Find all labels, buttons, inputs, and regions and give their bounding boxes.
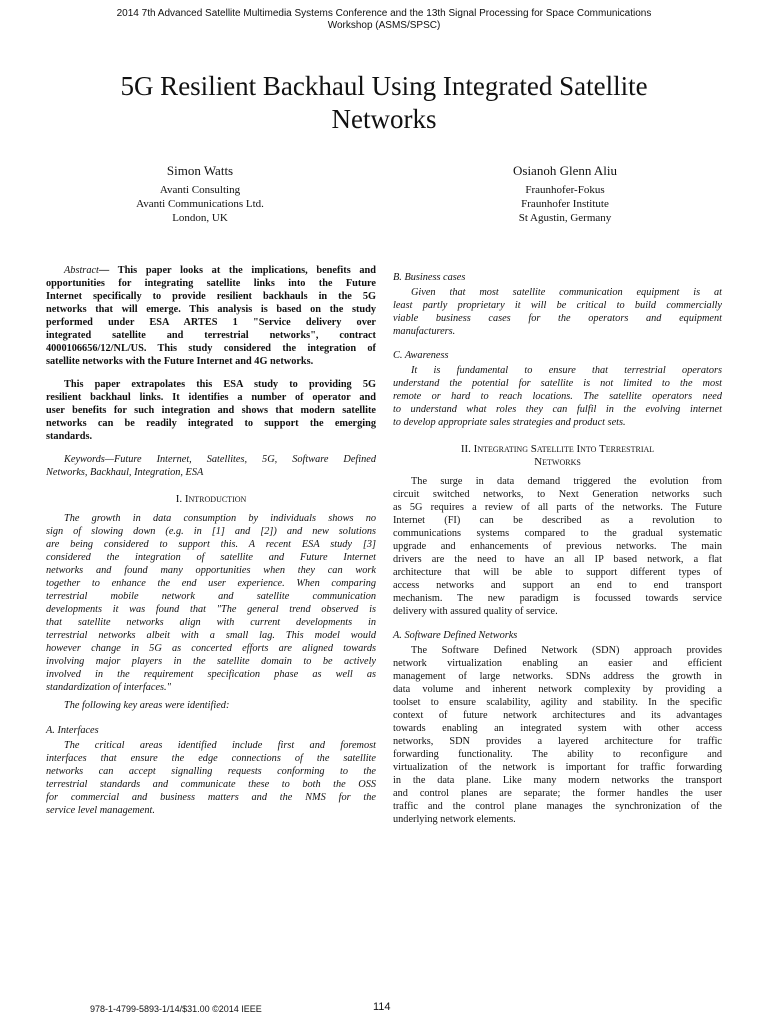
subsection-heading-awareness: C. Awareness	[393, 350, 449, 361]
body-line: together to enhance the end user experience. When comparing	[46, 578, 376, 589]
body-line: least partly proprietary it will be critical to build commercially	[393, 300, 722, 311]
abstract-line: user benefits for such integration and shows that modern satellite	[46, 405, 376, 416]
body-line: context of future network architectures and its advantages	[393, 710, 722, 721]
body-line: that satellite networks align with current developments in	[46, 617, 376, 628]
body-line: as 5G requires a review of all parts of the networks. The Future	[393, 502, 722, 513]
integration-paragraph	[393, 475, 722, 618]
body-line: manufacturers.	[393, 326, 456, 337]
body-line: terrestrial networks albeit with a small lag. This model would	[46, 630, 376, 641]
section-heading-line: Networks	[534, 456, 581, 468]
body-line: networks and found many opportunities when they can work	[46, 565, 376, 576]
keywords-line: Keywords—Future Internet, Satellites, 5G, Software Defined	[64, 454, 376, 465]
page-number: 114	[373, 1001, 391, 1013]
abstract-label: Abstract	[64, 265, 99, 276]
author-affiliation: St Agustin, Germany	[518, 212, 612, 224]
interfaces-paragraph	[46, 739, 376, 817]
body-line: for commercial and business matters and the NMS for the	[46, 792, 376, 803]
body-line: The following key areas were identified:	[64, 700, 230, 711]
body-line: and control planes are separate; the former handles the user	[393, 788, 722, 799]
title-line-2: Networks	[331, 104, 437, 134]
body-line: underlying network elements.	[393, 814, 516, 825]
body-line: in the data plane. Like many modern networks the transport	[393, 775, 722, 786]
body-line: considered the integration of satellite and Future Internet	[46, 552, 376, 563]
abstract-line: opportunities for integrating satellite links into the Future	[46, 278, 376, 289]
sdn-paragraph	[393, 644, 722, 826]
abstract-para-2	[46, 378, 376, 443]
section-heading-integrating	[393, 443, 722, 469]
body-line: mechanism. The new paradigm is focussed towards service	[393, 593, 722, 604]
abstract-line: networks can be readily integrated to support the emerging	[46, 418, 376, 429]
body-line: forwarding functionality. The ability to reconfigure and	[393, 749, 722, 760]
conference-line-2: Workshop (ASMS/SPSC)	[327, 20, 441, 31]
author-affiliation: Fraunhofer Institute	[521, 198, 609, 210]
abstract-line: performed under ESA ARTES 1 "Service delivery over	[46, 317, 376, 328]
author-block-1	[70, 163, 330, 225]
section-heading-line: II. Integrating Satellite Into Terrestrial	[460, 443, 655, 455]
body-line: involving major players in the satellite domain to be actively	[46, 656, 376, 667]
body-line: access networks and support an end to end transport	[393, 580, 722, 591]
subsection-heading-sdn: A. Software Defined Networks	[393, 630, 518, 641]
body-line: data volume and inherent network complexity by providing a	[393, 684, 722, 695]
body-line: delivery with assured quality of service.	[393, 606, 558, 617]
body-line: developments it was found that "The general trend observed is	[46, 604, 376, 615]
body-line: terrestrial standards and communicate these to both the OSS	[46, 779, 376, 790]
key-areas-intro	[46, 699, 376, 712]
subsection-heading-business-cases: B. Business cases	[393, 272, 466, 283]
body-line: management of large networks. SDNs address the growth in	[393, 671, 722, 682]
subsection-heading-interfaces: A. Interfaces	[46, 725, 99, 736]
body-line: toolset to ensure scalability, agility and stability. In the specific	[393, 697, 722, 708]
body-line: architecture that will be able to support different types of	[393, 567, 722, 578]
abstract-body	[46, 277, 376, 368]
author-name: Osianoh Glenn Aliu	[513, 163, 617, 178]
body-line: interfaces that ensure the edge connections of the satellite	[46, 753, 376, 764]
body-line: involved in the requirement specification phase as well as	[46, 669, 376, 680]
author-block-2	[435, 163, 695, 225]
left-column	[46, 264, 376, 817]
abstract-line: standards.	[46, 431, 93, 442]
body-line: service level management.	[46, 805, 155, 816]
body-line: network virtualization enabling an easier and efficient	[393, 658, 722, 669]
abstract	[46, 264, 376, 277]
body-line: upgrade and enhancements of previous networks. The main	[393, 541, 722, 552]
body-line: The surge in data demand triggered the evolution from	[411, 476, 722, 487]
body-line: It is fundamental to ensure that terrestrial operators	[411, 365, 722, 376]
body-line: The critical areas identified include first and foremost	[64, 740, 376, 751]
body-line: to develop appropriate sales strategies and product sets.	[393, 417, 626, 428]
body-line: Given that most satellite communication equipment is at	[411, 287, 722, 298]
body-line: The growth in data consumption by individuals shows no	[64, 513, 376, 524]
abstract-line: networks that will emerge. This analysis is based on the study	[46, 304, 376, 315]
body-line: communications systems compared to the gradual systematic	[393, 528, 722, 539]
title-line-1: 5G Resilient Backhaul Using Integrated Satellite	[120, 71, 648, 101]
body-line: networks, SDN provides a layered architecture for traffic	[393, 736, 722, 747]
body-line: standardization of interfaces."	[46, 682, 171, 693]
body-line: traffic and the control plane manages the synchronization of the	[393, 801, 722, 812]
body-line: sign of slowing down (e.g. in [1] and [2]) and new solutions	[46, 526, 376, 537]
abstract-line: Internet specifically to provide resilient backhauls in the 5G	[46, 291, 376, 302]
abstract-line: Abstract— This paper looks at the implications, benefits and	[64, 265, 376, 276]
paper-title	[40, 70, 728, 136]
awareness-paragraph	[393, 364, 722, 429]
section-heading-introduction: I. Introduction	[175, 493, 247, 505]
body-line: circuit switched networks, to Next Generation networks such	[393, 489, 722, 500]
conference-line-1: 2014 7th Advanced Satellite Multimedia Systems Conference and the 13th Signal Processing for Space Communications	[116, 8, 652, 19]
keywords-line: Networks, Backhaul, Integration, ESA	[46, 467, 204, 478]
conference-header	[40, 8, 728, 32]
body-line: remote or hard to reach locations. The satellite operators need	[393, 391, 722, 402]
copyright-notice: 978-1-4799-5893-1/14/$31.00 ©2014 IEEE	[90, 1004, 262, 1014]
body-line: drivers are the need to have an all IP based network, a flat	[393, 554, 722, 565]
right-column	[393, 271, 722, 826]
keywords	[46, 453, 376, 479]
abstract-line: resilient backhaul links. It identifies a number of operator and	[46, 392, 376, 403]
body-line: Internet (FI) can be described as a revolution to	[393, 515, 722, 526]
body-line: virtualization of the network is important for traffic forwarding	[393, 762, 722, 773]
author-affiliation: Avanti Communications Ltd.	[136, 198, 264, 210]
body-line: terrestrial mobile network and satellite communication	[46, 591, 376, 602]
body-line: The Software Defined Network (SDN) approach provides	[411, 645, 722, 656]
body-line: towards enabling an integrated system with other access	[393, 723, 722, 734]
body-line: however change in 5G as concerted efforts are aligned towards	[46, 643, 376, 654]
body-line: are being considered to support this. A recent ESA study [3]	[46, 539, 376, 550]
body-line: understand the potential for satellite is not limited to the most	[393, 378, 722, 389]
body-line: networks can accept signalling requests conforming to the	[46, 766, 376, 777]
author-name: Simon Watts	[166, 163, 234, 178]
body-line: to understand what roles they can fulfil in the evolving internet	[393, 404, 722, 415]
author-affiliation: Fraunhofer-Fokus	[525, 184, 605, 196]
body-line: viable business cases for the operators and equipment	[393, 313, 722, 324]
abstract-line: satellite networks with the Future Internet and 4G networks.	[46, 356, 314, 367]
author-affiliation: Avanti Consulting	[159, 184, 241, 196]
abstract-line: integrated satellite and terrestrial networks", contract	[46, 330, 376, 341]
abstract-line: This paper extrapolates this ESA study to providing 5G	[64, 379, 376, 390]
abstract-line: 4000106656/12/NL/US. This study considered the integration of	[46, 343, 376, 354]
introduction-paragraph	[46, 512, 376, 694]
author-affiliation: London, UK	[172, 212, 228, 224]
business-cases-paragraph	[393, 286, 722, 338]
